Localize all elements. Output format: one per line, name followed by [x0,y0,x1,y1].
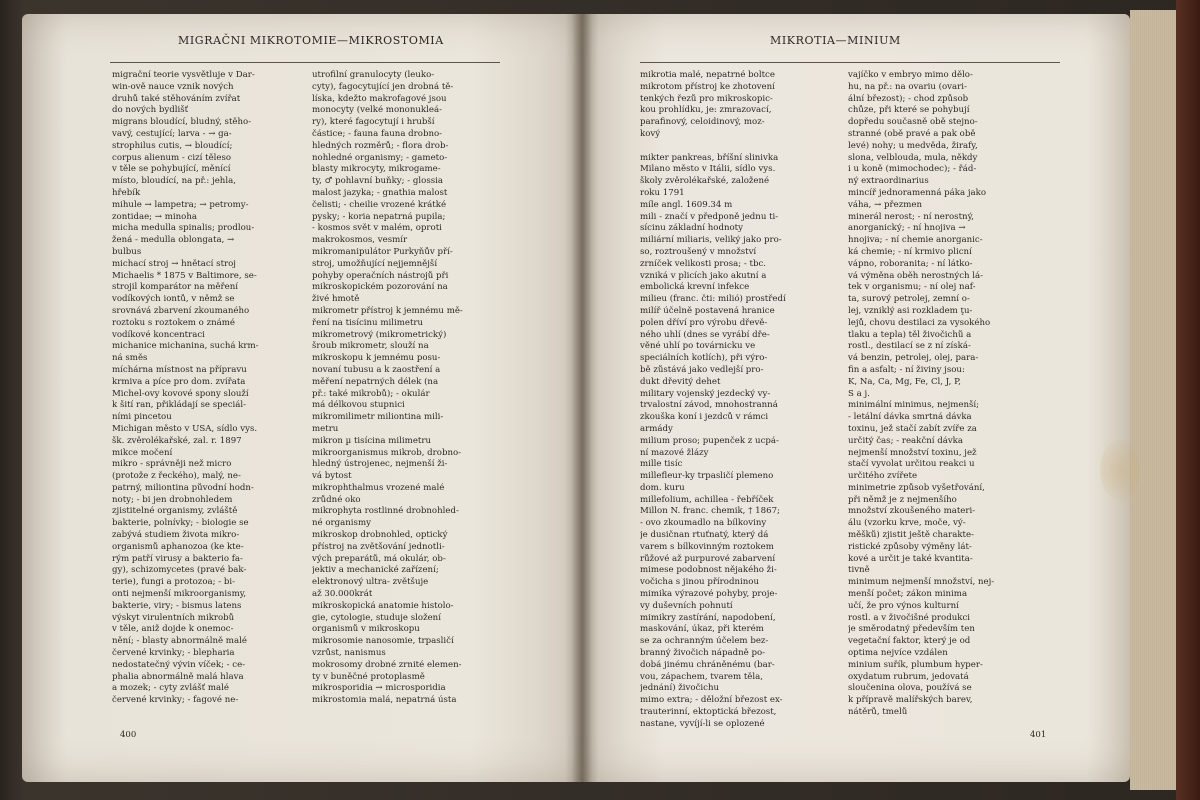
dictionary-line: vzniká v plicích jako akutní a [640,270,767,281]
dictionary-line: mikrostomia malá, nepatrná ústa [312,695,457,706]
dictionary-line: určitého zvířete [848,471,918,482]
dictionary-line: migrans bloudící, bludný, stěho- [112,117,252,128]
dictionary-line: minium suřík, plumbum hyper- [848,659,983,670]
dictionary-line: speciálních kotlích), při výro- [640,353,768,364]
dictionary-line: má délkovou stupnici [312,400,405,411]
dictionary-line: kou prohlídku, je: zmrazovací, [640,105,772,116]
dictionary-line: srovnává zbarvení zkoumaného [112,305,250,316]
dictionary-line: S a j. [848,388,870,399]
dictionary-line: místo, bloudící, na př.: jehla, [112,176,236,187]
dictionary-line: minerál nerost; - ní nerostný, [848,211,975,222]
book-gutter [572,14,592,782]
dictionary-line: vy duševních pohnutí [640,600,733,611]
dictionary-line: ty v buněčné protoplasmě [312,671,425,682]
dictionary-line: strophilus cutis, → bloudící; [112,140,233,151]
dictionary-line: makrokosmos, vesmír [312,235,408,246]
dictionary-line: mikrosomie nanosomie, trpasličí [312,636,454,647]
dictionary-line: noty; - bi jen drobnohledem [112,494,233,505]
dictionary-line: - letální dávka smrtná dávka [848,412,972,423]
dictionary-line: šroub mikrometr, slouží na [312,341,429,352]
dictionary-line: hřebík [112,187,141,198]
dictionary-line: je dusičnan rtuťnatý, který dá [640,530,769,541]
dictionary-line: hledných rozměrů; - flora drob- [312,140,449,151]
dictionary-line: anorganický; - ní hnojiva → [848,223,966,234]
dictionary-line: mimese podobnost nějakého ži- [640,565,777,576]
left-page-number: 400 [120,730,137,740]
dictionary-line: do nových bydlišť [112,105,189,116]
dictionary-line: armády [640,423,673,434]
dictionary-line: až 30.000krát [312,589,373,600]
dictionary-line: mokrosomy drobné zrnité elemen- [312,659,462,670]
dictionary-line: množství zkoušeného materi- [848,506,976,517]
dictionary-line: (protože z řeckého), malý, ne- [112,471,241,482]
dictionary-line: ry), které fagocytují i hrubší [312,117,435,128]
dictionary-line: mikroskopická anatomie histolo- [312,600,454,611]
dictionary-line: váha, → přezmen [848,199,923,210]
dictionary-line: vodíkových iontů, v němž se [112,294,235,305]
dictionary-line: vá benzin, petrolej, olej, para- [848,353,979,364]
dictionary-line: malost jazyka; - gnathia malost [312,187,448,198]
dictionary-line: toxinu, jež stačí zabít zvíře za [848,423,977,434]
dictionary-line: míle angl. 1609.34 m [640,199,733,210]
dictionary-line: cyty), fagocytující jen drobná tě- [312,81,454,92]
dictionary-line: mimika výrazové pohyby, proje- [640,589,778,600]
dictionary-line: zontidae; → minoha [112,211,197,222]
dictionary-line: minimální minimus, nejmenší; [848,400,980,411]
dictionary-line: ření na tisícinu milimetru [312,317,424,328]
dictionary-line: hu, na př.: na ovariu (ovari- [848,81,967,92]
dictionary-line: lejů, chovu destilaci za vysokého [848,317,991,328]
dictionary-line: gie, cytologie, studuje složení [312,612,441,623]
dictionary-line: a mozek; - cyty zvlášť malé [112,683,229,694]
dictionary-line: maskování, úkaz, při kterém [640,624,764,635]
dictionary-line: roztoku s roztokem o známé [112,317,235,328]
dictionary-line: růžové až purpurové zabarvení [640,553,776,564]
dictionary-line: tek v organismu; - ní olej naf- [848,282,976,293]
dictionary-line: milíř účelně postavená hranice [640,305,775,316]
dictionary-line: ristické způsoby výměny lát- [848,541,972,552]
dictionary-line: mikrotia malé, nepatrné boltce [640,70,775,80]
right-column-1 [640,70,840,731]
dictionary-line: dobá jinému chráněnému (bar- [640,659,775,670]
dictionary-line: školy zvěrolékařské, založené [640,176,770,187]
dictionary-line: mikroskopickém pozorování na [312,282,448,293]
dictionary-line: álu (vzorku krve, moče, vý- [848,518,966,529]
dictionary-line: branný živočich nápadně po- [640,648,766,659]
dictionary-line: mikron µ tisícina milimetru [312,435,432,446]
dictionary-line: levé) nohy; u medvěda, žirafy, [848,140,978,151]
dictionary-line: mikromilimetr miliontina mili- [312,412,444,423]
dictionary-line: učí, že pro výnos kulturní [848,600,959,611]
dictionary-line: hledný ústrojenec, nejmenší ži- [312,459,448,470]
dictionary-line: mikrotom přístroj ke zhotovení [640,81,775,92]
dictionary-line: vajíčko v embryo mimo dělo- [848,70,973,80]
dictionary-line: stranné (obě pravé a pak obě [848,128,976,139]
dictionary-line: bě zůstává jako vedlejší pro- [640,364,764,375]
dictionary-line: př.: také mikrobů); - okulár [312,388,430,399]
dictionary-line: bakterie, viry; - bismus latens [112,600,242,611]
book-cover [1176,0,1200,800]
dictionary-line: přístroj na zvětšování jednotli- [312,541,445,552]
dictionary-line: so, roztroušený v množství [640,246,757,257]
dictionary-line: organismů v mikroskopu [312,624,420,635]
dictionary-line: ními pincetou [112,412,172,423]
dictionary-line: military vojenský jezdecký vy- [640,388,771,399]
dictionary-line: lej, vzniklý asi rozkladem ţu- [848,305,973,316]
dictionary-line: jektiv a mechanické zařízení; [312,565,439,576]
right-header-rule [640,62,1060,63]
dictionary-line: při němž je z nejmenšího [848,494,957,505]
dictionary-line: zrníček velikosti prosa; - tbc. [640,258,766,269]
dictionary-line: pysky; - koria nepatrná pupila; [312,211,446,222]
dictionary-line: utrofilní granulocyty (leuko- [312,70,435,80]
dictionary-line: stroj, umožňující nejjemnější [312,258,438,269]
dictionary-line: k přípravě malířských barev, [848,695,973,706]
dictionary-line: červené krvinky; - blepharia [112,648,235,659]
dictionary-line: vou, zápachem, tvarem těla, [640,671,763,682]
dictionary-line: - kosmos svět v malém, oproti [312,223,442,234]
dictionary-line: ná směs [112,353,148,364]
dictionary-line: minimum nejmenší množství, nej- [848,577,995,588]
dictionary-line: mihule → lampetra; → petromy- [112,199,249,210]
dictionary-line: novaní tubusu a k zaostření a [312,364,441,375]
dictionary-line: Michel-ovy kovové spony slouží [112,388,249,399]
dictionary-line: mikroskopu k jemnému posu- [312,353,441,364]
left-page-header: MIGRAČNI MIKROTOMIE—MIKROSTOMIA [178,34,444,47]
dictionary-line: gy), schizomycetes (pravé bak- [112,565,247,576]
dictionary-line: mimo extra; - děložní březost ex- [640,695,783,706]
dictionary-line: - ovo zkoumadlo na bílkoviny [640,518,767,529]
dictionary-line: dukt dřevitý dehet [640,376,721,387]
dictionary-line: mikroskop drobnohled, optický [312,530,448,541]
dictionary-line: míchárna místnost na přípravu [112,364,247,375]
dictionary-line: v těle, aniž dojde k onemoc- [112,624,234,635]
dictionary-line: ty, ♂ pohlavní buňky; - glossia [312,176,444,187]
dictionary-line: vých preparátů, má okulár, ob- [312,553,446,564]
dictionary-line: nastane, vyvíjí-li se oplozené [640,718,765,729]
page-stain [1100,440,1140,500]
dictionary-line: chůze, při které se pohybují [848,105,970,116]
dictionary-line: varem s bílkovinným roztokem [640,541,774,552]
dictionary-line: organismů aphanozoa (ke kte- [112,541,244,552]
dictionary-line: ný extraordinarius [848,176,929,187]
dictionary-line: phalia abnormálně malá hlava [112,671,244,682]
dictionary-line: mincíř jednoramenná páka jako [848,187,987,198]
dictionary-line: mikrometrový (mikrometrický) [312,329,447,340]
dictionary-line: výskyt virulentních mikrobů [112,612,235,623]
dictionary-line: rým patří virusy a bakterio fa- [112,553,243,564]
dictionary-line: patrný, miliontina původní hodn- [112,482,254,493]
dictionary-line: monocyty (velké mononukleá- [312,105,442,116]
dictionary-line: optima nejvíce vzdálen [848,648,948,659]
dictionary-line: jednání) živočichu [640,683,720,694]
dictionary-line: millefleur-ky trpasličí plemeno [640,471,774,482]
dictionary-line: né organismy [312,518,371,529]
dictionary-line: druhů také stěhováním zvířat [112,93,241,104]
dictionary-line: Michaelis * 1875 v Baltimore, se- [112,270,257,281]
dictionary-line: měšků) zjistit ještě charakte- [848,530,974,541]
dictionary-line: metru [312,423,339,434]
dictionary-line: nátěrů, tmelů [848,707,908,718]
dictionary-line: oxydatum rubrum, jedovatá [848,671,969,682]
dictionary-line: zjistitelné organismy, zvláště [112,506,238,517]
dictionary-line: zrůdné oko [312,494,361,505]
dictionary-line: mikro - správněji než micro [112,459,232,470]
dictionary-line: sloučenina olova, používá se [848,683,972,694]
dictionary-line: tlaku a tepla) těl živočichů a [848,329,972,340]
dictionary-line: polen dříví pro výrobu dřevě- [640,317,768,328]
dictionary-line: zkouška koní i jezdců v rámci [640,412,769,423]
dictionary-line: mili - značí v předponě jednu ti- [640,211,779,222]
dictionary-line: věné uhlí po továrnicku ve [640,341,756,352]
dictionary-line: trvalostní závod, mnohostranná [640,400,778,411]
dictionary-line: michanice michanina, suchá krm- [112,341,259,352]
dictionary-line: dopředu současně obě stejno- [848,117,978,128]
dictionary-line: mikroorganismus mikrob, drobno- [312,447,462,458]
dictionary-line: červené krvinky; - fagové ne- [112,695,239,706]
dictionary-line: tivně [848,565,870,576]
dictionary-line: rostl. a v živočišné produkci [848,612,971,623]
dictionary-line: millefolium, achillea - řebříček [640,494,774,505]
dictionary-line [640,141,840,153]
right-page-number: 401 [1030,730,1047,740]
dictionary-line: žená - medulla oblongata, → [112,235,235,246]
dictionary-line: ta, surový petrolej, zemní o- [848,294,970,305]
dictionary-line: určitý čas; - reakční dávka [848,435,964,446]
dictionary-line: michací stroj → hnětací stroj [112,258,236,269]
left-column-2 [312,70,506,707]
dictionary-line: mikromanipulátor Purkyňův pří- [312,246,453,257]
dictionary-line: ká chemie; - ní krmivo plicní [848,246,972,257]
dictionary-line: win-ově nauce vznik nových [112,81,234,92]
dictionary-line: k šití ran, přikládají se speciál- [112,400,247,411]
dictionary-line: pohyby operačních nástrojů při [312,270,449,281]
dictionary-line: nohledné organismy; - gameto- [312,152,448,163]
dictionary-line: milium proso; pupenček z ucpá- [640,435,779,446]
left-header-rule [110,62,500,63]
dictionary-line: blasty mikrocyty, mikrogame- [312,164,441,175]
dictionary-line: kové a určit je také kvantita- [848,553,973,564]
dictionary-line: vavý, cestující; larva - → ga- [112,128,232,139]
dictionary-line: Millon N. franc. chemik, † 1867; [640,506,780,517]
right-column-2 [848,70,1066,719]
dictionary-line: minimetrie způsob vyšetřování, [848,482,985,493]
dictionary-line: roku 1791 [640,187,685,198]
dictionary-line: nedostatečný vývin víček; - ce- [112,659,246,670]
dictionary-line: stačí vyvolat určitou reakci u [848,459,975,470]
dictionary-line: mikter pankreas, bříšní slinivka [640,152,779,163]
dictionary-line: vočicha s jinou přírodninou [640,577,759,588]
dictionary-line: milieu (franc. čti: milió) prostředí [640,294,786,305]
dictionary-line: slona, velblouda, mula, někdy [848,152,978,163]
dictionary-line: nění; - blasty abnormálně malé [112,636,247,647]
dictionary-line: ální březost); - chod způsob [848,93,969,104]
dictionary-line: tenkých řezů pro mikroskopic- [640,93,773,104]
dictionary-line: miliární miliaris, veliký jako pro- [640,235,782,246]
dictionary-line: mikrophthalmus vrozené malé [312,482,445,493]
dictionary-line: měření nepatrných délek (na [312,376,439,387]
dictionary-line: mikce močení [112,447,173,458]
dictionary-line: menší počet; zákon minima [848,589,968,600]
dictionary-line: živé hmotě [312,294,360,305]
dictionary-line: vápno, roboranita; - ní látko- [848,258,973,269]
dictionary-line: Milano město v Itálii, sídlo vys. [640,164,776,175]
dictionary-line: mikrometr přístroj k jemnému mě- [312,305,463,316]
dictionary-line: vegetační faktor, který je od [848,636,971,647]
dictionary-line: trauterinní, ektoptická březost, [640,707,777,718]
dictionary-line: parafinový, celoidinový, moz- [640,117,765,128]
dictionary-line: v těle se pohybující, měnící [112,164,231,175]
right-page-header: MIKROTIA—MINIUM [770,34,901,47]
dictionary-line: krmiva a píce pro dom. zvířata [112,376,246,387]
dictionary-line: nejmenší množství toxinu, jež [848,447,977,458]
dictionary-line: čelisti; - cheilie vrozené krátké [312,199,447,210]
dictionary-line: vodíkové koncentraci [112,329,205,340]
dictionary-line: onti nejmenší mikroorganismy, [112,589,247,600]
dictionary-line: bulbus [112,246,142,257]
dictionary-line: vá bytost [312,471,352,482]
dictionary-line: mille tisíc [640,459,683,470]
dictionary-line: migrační teorie vysvětluje v Dar- [112,70,255,80]
dictionary-line: částice; - fauna fauna drobno- [312,128,443,139]
dictionary-line: fin a asfalt; - ní živiny jsou: [848,364,965,375]
left-column-1 [112,70,310,707]
dictionary-line: Michigan město v USA, sídlo vys. [112,423,258,434]
dictionary-line: zabývá studiem života mikro- [112,530,240,541]
dictionary-line: kový [640,128,661,139]
dictionary-line: corpus alienum - cizí těleso [112,152,232,163]
dictionary-line: rostl., destilací se z ní získá- [848,341,971,352]
dictionary-line: mimikry zastírání, napodobení, [640,612,776,623]
dictionary-line: terie), fungi a protozoa; - bi- [112,577,236,588]
dictionary-line: vzrůst, nanismus [312,648,386,659]
dictionary-line: mikrophyta rostlinné drobnohled- [312,506,459,517]
dictionary-line: je směrodatný především ten [848,624,975,635]
dictionary-line: mikrosporidia → microsporidia [312,683,446,694]
dictionary-line: strojil komparátor na měření [112,282,238,293]
dictionary-line: sícinu základní hodnoty [640,223,743,234]
dictionary-line: K, Na, Ca, Mg, Fe, Cl, J, P, [848,376,961,387]
dictionary-line: šk. zvěrolékařské, zal. r. 1897 [112,435,242,446]
dictionary-line: hnojiva; - ní chemie anorganic- [848,235,983,246]
dictionary-line: se za ochranným účelem bez- [640,636,769,647]
dictionary-line: embolická krevní infekce [640,282,750,293]
dictionary-line: dom. kuru [640,482,685,493]
dictionary-line: vá výměna oběh nerostných lá- [848,270,984,281]
dictionary-line: bakterie, polnívky; - biologie se [112,518,249,529]
dictionary-line: ného uhlí (dnes se vyrábí dře- [640,329,770,340]
dictionary-line: micha medulla spinalis; prodlou- [112,223,255,234]
dictionary-line: elektronový ultra- zvětšuje [312,577,429,588]
dictionary-line: líska, kdežto makrofagové jsou [312,93,447,104]
dictionary-line: ní mazové žlázy [640,447,709,458]
dictionary-line: i u koně (mimochodec); - řád- [848,164,977,175]
